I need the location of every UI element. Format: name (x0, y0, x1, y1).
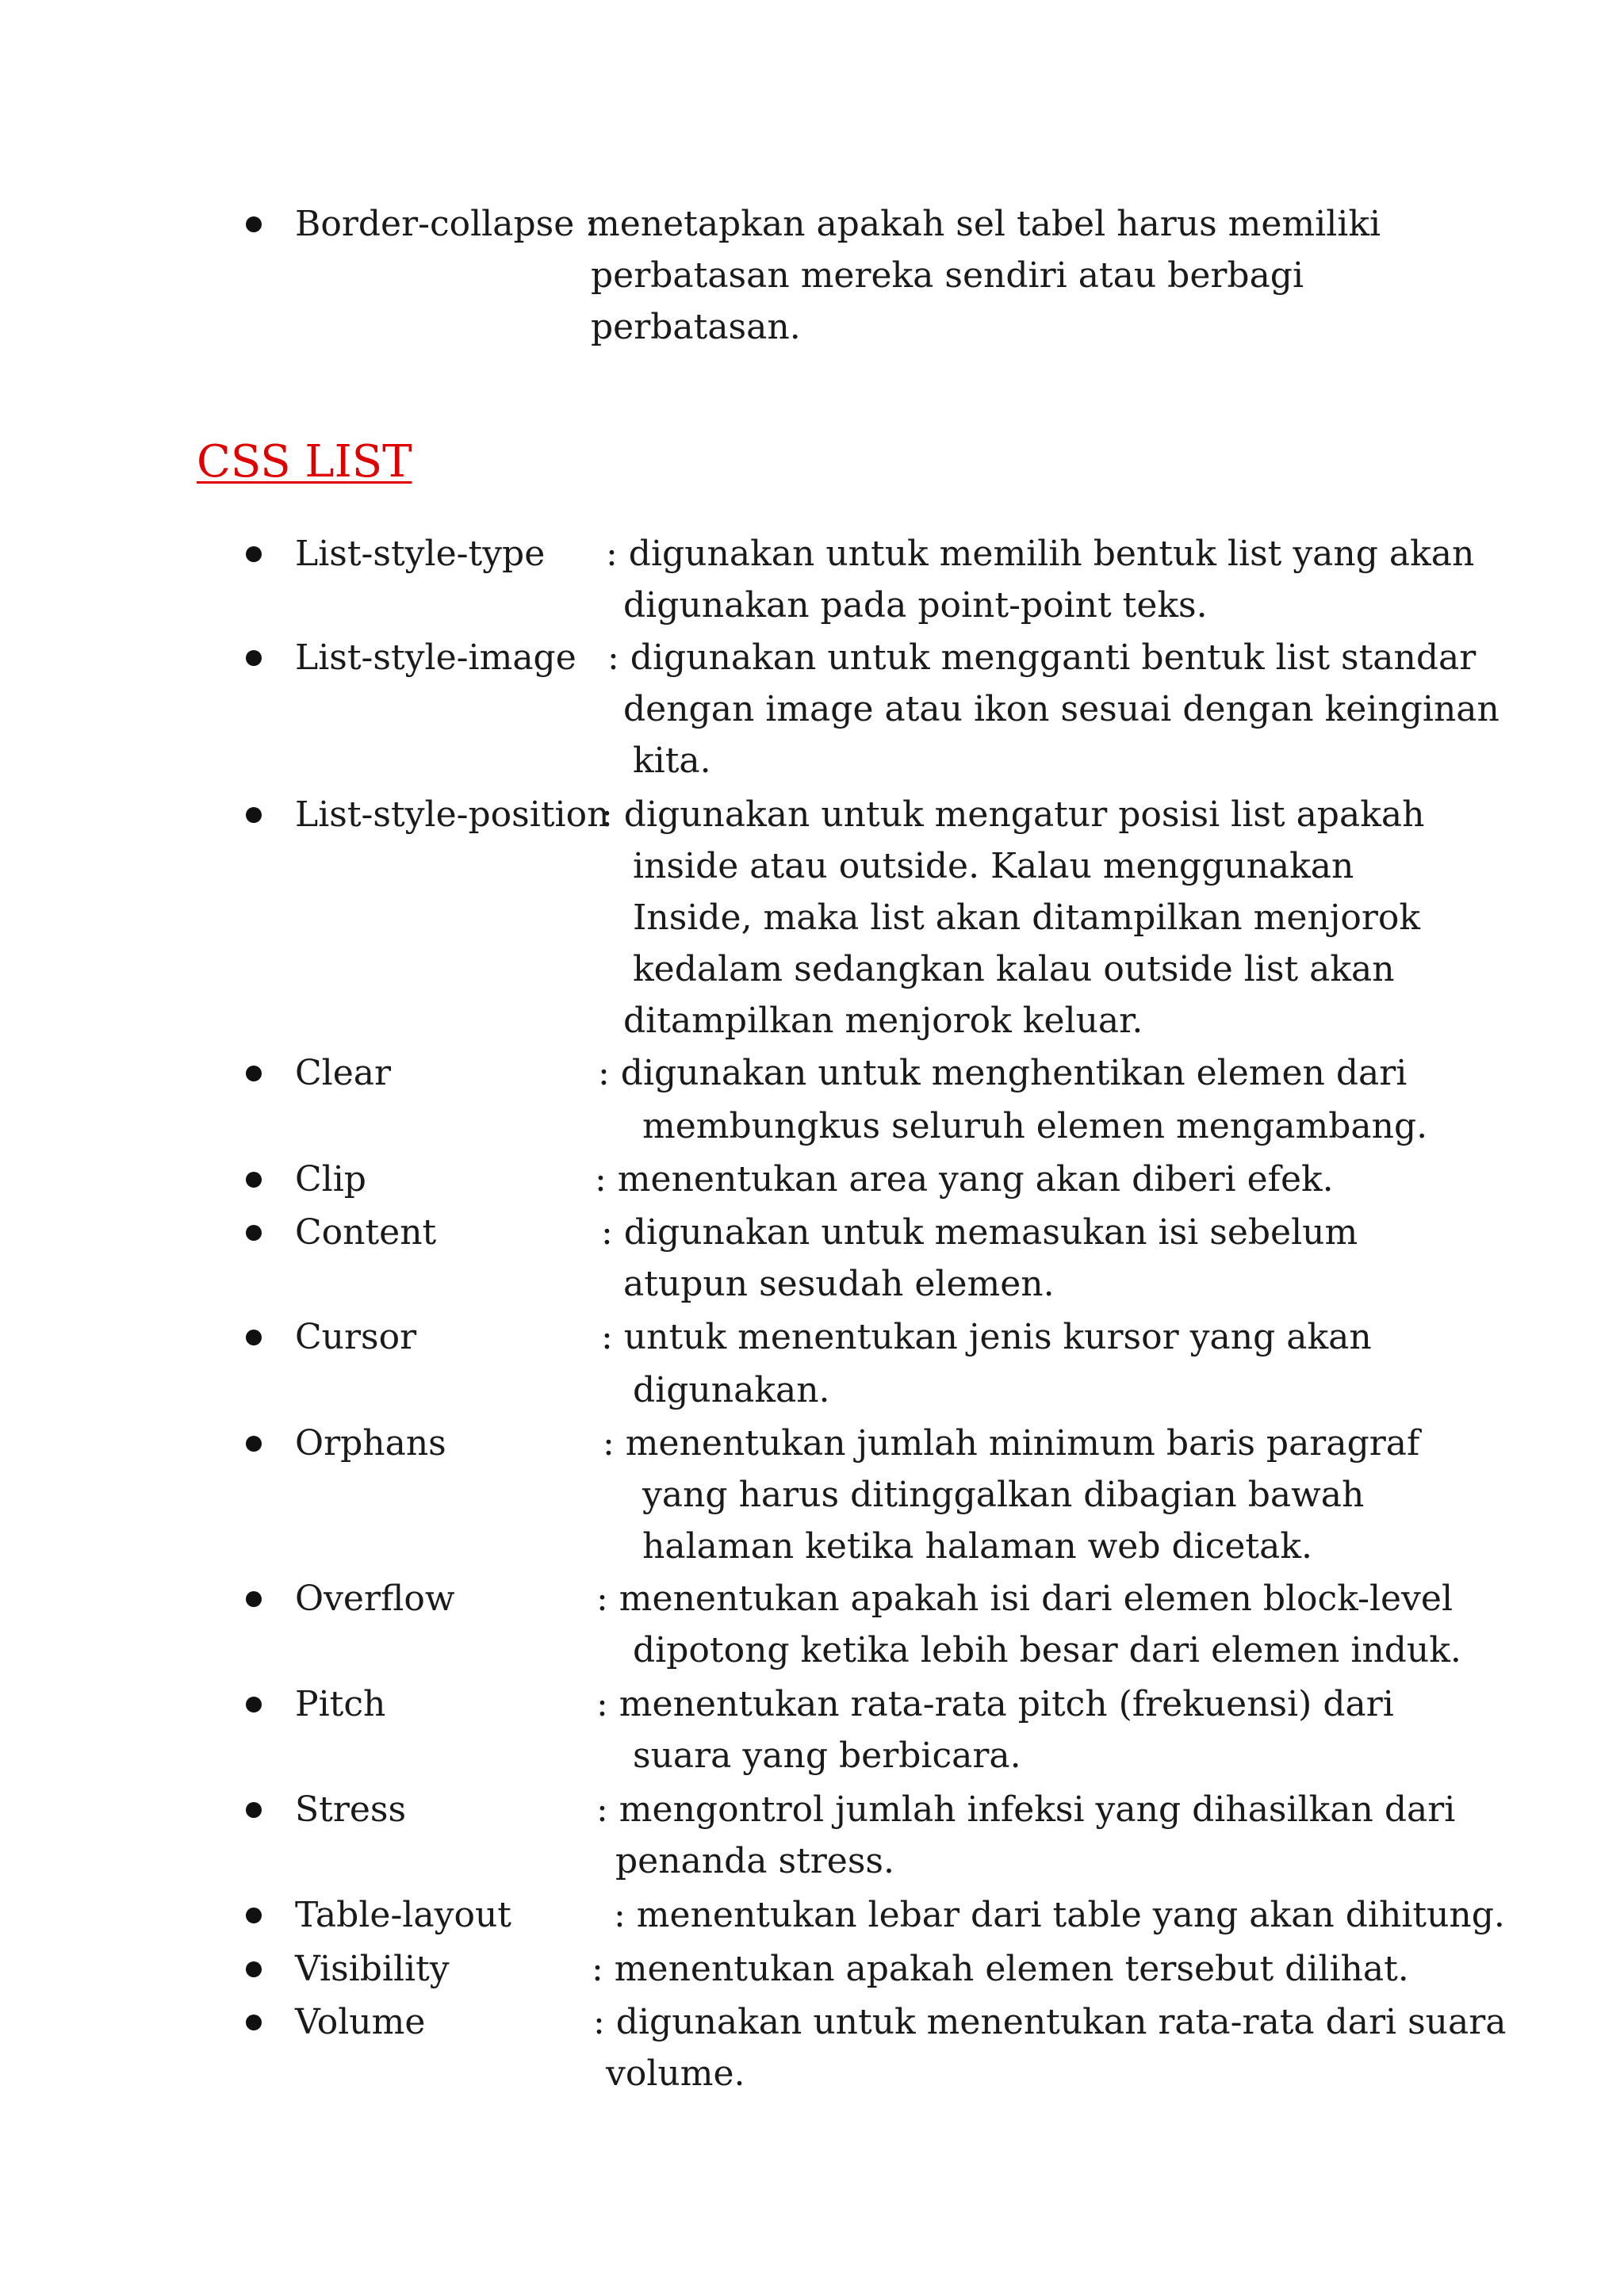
item-description-line: : digunakan untuk memasukan isi sebelum (601, 1212, 1358, 1253)
item-term: Overflow (295, 1578, 455, 1619)
item-description-line: digunakan pada point-point teks. (623, 585, 1208, 626)
item-description-line: kedalam sedangkan kalau outside list akan (633, 949, 1395, 989)
bullet-icon (246, 1591, 262, 1607)
bullet-icon (246, 1908, 262, 1923)
item-description-line: : mengontrol jumlah infeksi yang dihasilkan dari (596, 1789, 1456, 1830)
item-description-line: : menentukan jumlah minimum baris paragraf (603, 1423, 1420, 1464)
item-description-line: membungkus seluruh elemen mengambang. (642, 1106, 1428, 1146)
item-term: Volume (295, 2002, 426, 2042)
bullet-icon (246, 1697, 262, 1712)
item-description-line: halaman ketika halaman web dicetak. (642, 1526, 1312, 1567)
item-description-line: suara yang berbicara. (633, 1735, 1021, 1776)
item-term: Visibility (295, 1949, 450, 1989)
bullet-icon (246, 650, 262, 666)
bullet-icon (246, 807, 262, 823)
item-description-line: : digunakan untuk mengganti bentuk list standar (607, 637, 1477, 678)
item-description-line: volume. (606, 2053, 745, 2094)
item-term: Clear (295, 1053, 392, 1093)
item-term: Clip (295, 1159, 366, 1200)
item-term: Content (295, 1212, 437, 1253)
item-description-line: inside atau outside. Kalau menggunakan (633, 846, 1354, 886)
bullet-icon (246, 1330, 262, 1345)
item-description-line: : menentukan area yang akan diberi efek. (595, 1159, 1334, 1200)
item-term: Table-layout (295, 1895, 511, 1935)
item-description-line: menetapkan apakah sel tabel harus memiliki (587, 204, 1381, 244)
bullet-icon (246, 1172, 262, 1188)
item-description-line: digunakan. (633, 1370, 830, 1410)
item-description-line: perbatasan mereka sendiri atau berbagi (591, 255, 1304, 296)
item-description-line: : digunakan untuk mengatur posisi list apakah (601, 794, 1425, 835)
bullet-icon (246, 1961, 262, 1977)
section-heading: CSS LIST (197, 436, 412, 488)
bullet-icon (246, 1066, 262, 1081)
bullet-icon (246, 1436, 262, 1452)
item-term: List-style-position (295, 794, 610, 835)
item-description-line: kita. (633, 740, 711, 781)
bullet-icon (246, 216, 262, 232)
item-term: List-style-image (295, 637, 576, 678)
item-description-line: : menentukan rata-rata pitch (frekuensi) dari (596, 1684, 1394, 1724)
bullet-icon (246, 546, 262, 562)
item-term: Stress (295, 1789, 407, 1830)
bullet-icon (246, 1802, 262, 1818)
item-description-line: : digunakan untuk menghentikan elemen dari (598, 1053, 1408, 1093)
item-term: Border-collapse : (295, 204, 598, 244)
bullet-icon (246, 1225, 262, 1241)
bullet-icon (246, 2015, 262, 2030)
item-term: List-style-type (295, 534, 546, 574)
item-description-line: Inside, maka list akan ditampilkan menjorok (633, 897, 1421, 938)
item-term: Orphans (295, 1423, 446, 1464)
item-description-line: : untuk menentukan jenis kursor yang akan (601, 1317, 1372, 1357)
item-term: Cursor (295, 1317, 417, 1357)
item-description-line: ditampilkan menjorok keluar. (623, 1001, 1143, 1041)
item-description-line: : menentukan apakah isi dari elemen block-level (596, 1578, 1454, 1619)
item-description-line: penanda stress. (615, 1841, 894, 1881)
item-description-line: dengan image atau ikon sesuai dengan keinginan (623, 689, 1500, 729)
item-description-line: : menentukan apakah elemen tersebut dilihat. (592, 1949, 1409, 1989)
item-description-line: atupun sesudah elemen. (623, 1264, 1055, 1304)
item-description-line: perbatasan. (591, 307, 801, 347)
item-description-line: : menentukan lebar dari table yang akan dihitung. (614, 1895, 1505, 1935)
item-description-line: : digunakan untuk memilih bentuk list yang akan (606, 534, 1475, 574)
item-description-line: yang harus ditinggalkan dibagian bawah (642, 1475, 1365, 1515)
item-description-line: : digunakan untuk menentukan rata-rata dari suara (593, 2002, 1507, 2042)
item-term: Pitch (295, 1684, 386, 1724)
item-description-line: dipotong ketika lebih besar dari elemen induk. (633, 1630, 1461, 1670)
